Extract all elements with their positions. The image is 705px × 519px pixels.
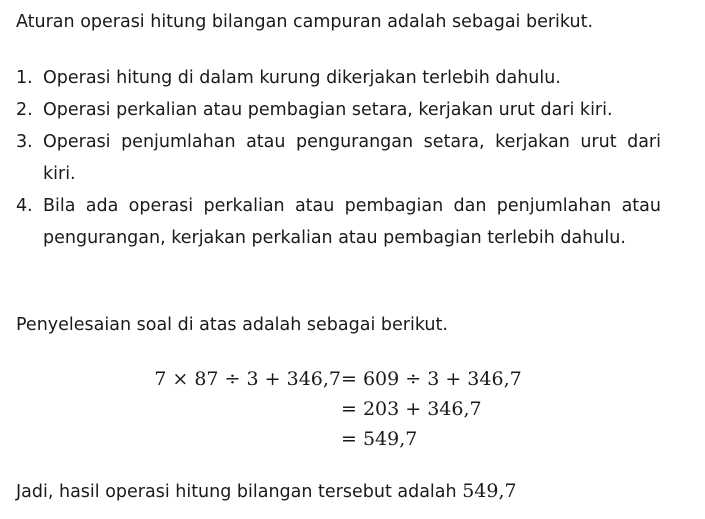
list-number: 3. — [16, 132, 33, 152]
equation-step: = 549,7 — [341, 428, 418, 450]
equation-lhs: 7 × 87 ÷ 3 + 346,7 — [154, 368, 341, 390]
list-item — [16, 190, 661, 254]
list-item — [16, 94, 661, 126]
equation-step: = 203 + 346,7 — [341, 398, 482, 420]
list-item-text: Operasi hitung di dalam kurung dikerjakan terlebih dahulu. — [43, 68, 561, 88]
equation-row — [0, 424, 705, 454]
conclusion-paragraph — [16, 479, 517, 504]
list-item-text: Bila ada operasi perkalian atau pembagian dan penjumlahan atau pengurangan, kerjakan perkalian atau pembagian terlebih dahulu. — [43, 196, 661, 248]
list-item-text: Operasi penjumlahan atau pengurangan setara, kerjakan urut dari kiri. — [43, 132, 661, 184]
equation-step: = 609 ÷ 3 + 346,7 — [341, 368, 522, 390]
list-number: 2. — [16, 100, 33, 120]
equation-row — [0, 394, 705, 424]
conclusion-result: 549,7 — [462, 480, 517, 502]
list-item — [16, 62, 661, 94]
solution-intro-paragraph: Penyelesaian soal di atas adalah sebagai berikut. — [16, 315, 448, 335]
intro-paragraph: Aturan operasi hitung bilangan campuran adalah sebagai berikut. — [16, 12, 594, 32]
list-number: 1. — [16, 68, 33, 88]
list-item-text: Operasi perkalian atau pembagian setara, kerjakan urut dari kiri. — [43, 100, 613, 120]
conclusion-text: Jadi, hasil operasi hitung bilangan tersebut adalah — [16, 482, 463, 502]
rules-list — [16, 62, 661, 254]
list-number: 4. — [16, 196, 33, 216]
equation-row — [0, 364, 705, 394]
list-item — [16, 126, 661, 190]
